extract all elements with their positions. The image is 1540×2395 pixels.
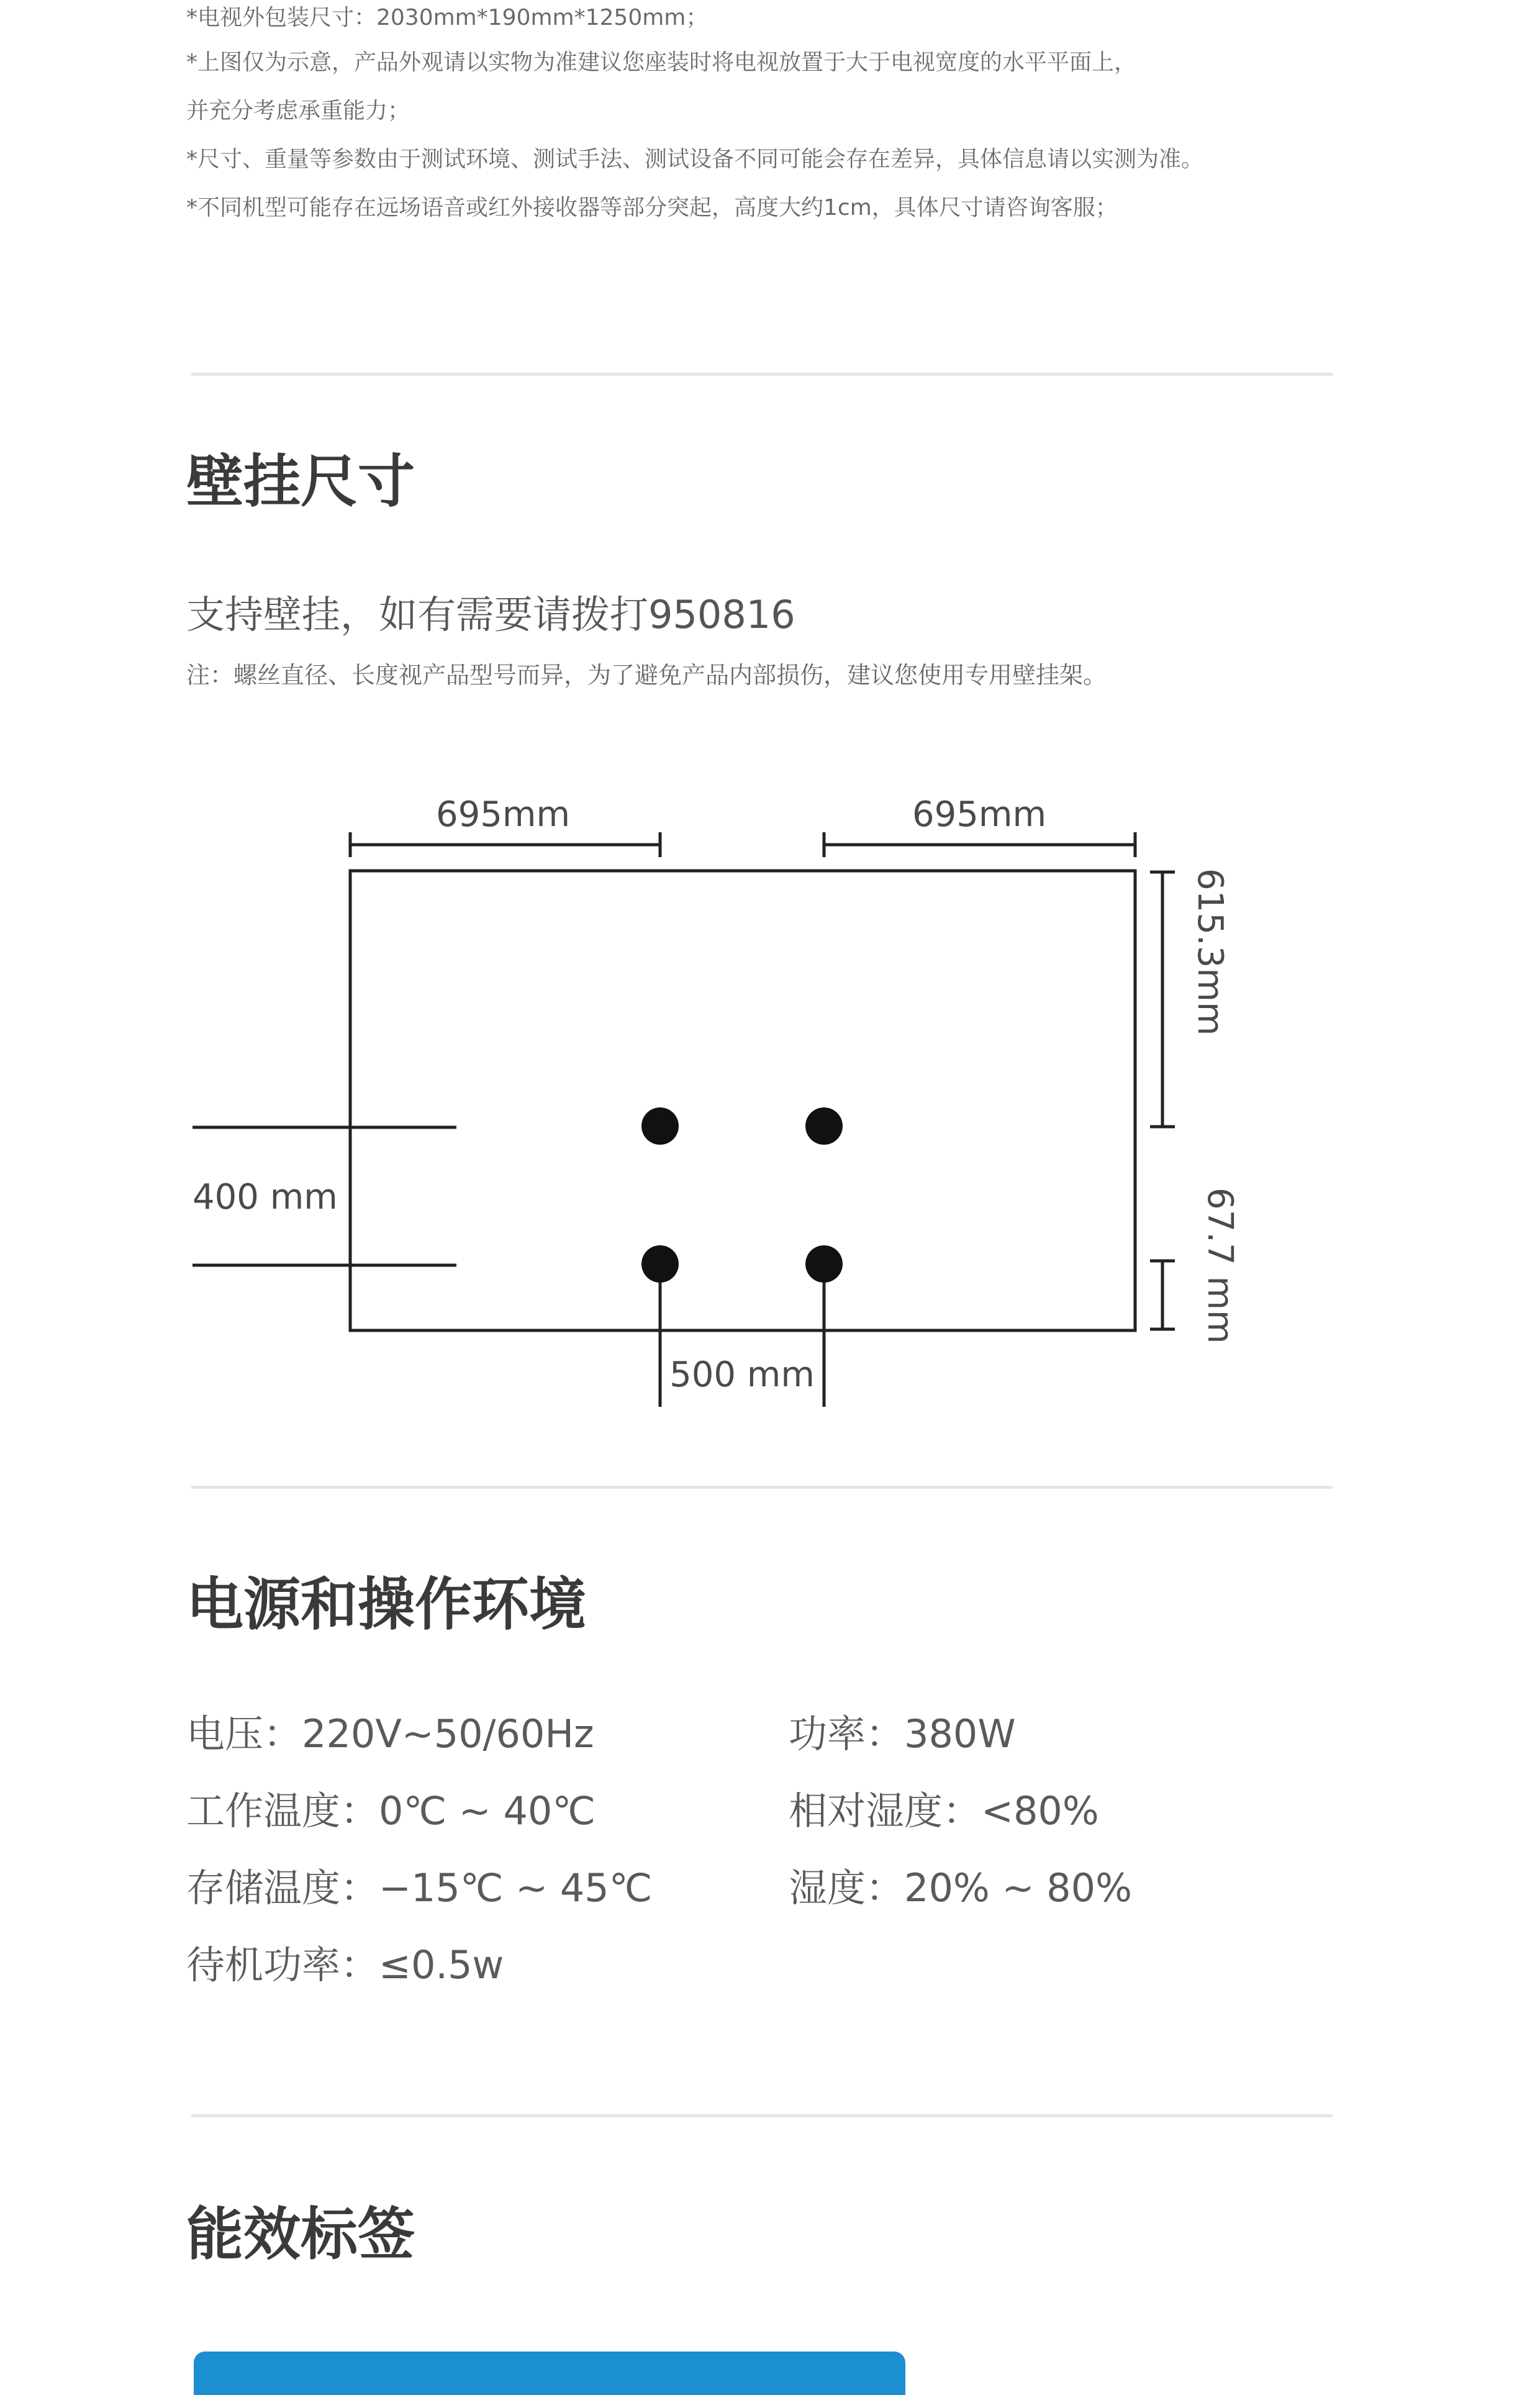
tv-outline [350,871,1135,1330]
measurement-note: *尺寸、重量等参数由于测试环境、测试手法、测试设备不同可能会存在差异，具体信息请以实测为准。 [186,147,1204,172]
power-spec: 功率：380W [789,1711,1016,1756]
dim-left-lines [192,1127,456,1265]
dim-top-right-label: 695mm [912,794,1046,835]
operating-temp-spec: 工作温度：0℃ ~ 40℃ [186,1788,596,1834]
relative-humidity-spec: 相对湿度：<80% [789,1788,1099,1834]
dim-right-top-line [1150,872,1175,1127]
mount-hole-top-left [641,1107,679,1145]
dim-top-left-line [350,832,660,857]
dim-left-label: 400 mm [192,1177,338,1217]
storage-temp-spec: 存储温度：−15℃ ~ 45℃ [186,1865,653,1911]
energy-label-title: 能效标签 [186,2201,415,2268]
dim-right-bottom-label: 67.7 mm [1200,1188,1240,1344]
wall-mount-subtitle: 支持壁挂，如有需要请拨打950816 [186,592,795,637]
humidity-spec: 湿度：20% ~ 80% [789,1865,1132,1911]
section-divider [191,2114,1333,2117]
dim-right-bottom-line [1150,1261,1175,1329]
dim-bottom-lines [660,1283,824,1407]
standby-power-spec: 待机功率：≤0.5w [186,1942,504,1988]
power-title: 电源和操作环境 [186,1571,587,1638]
mount-hole-top-right [805,1107,843,1145]
section-divider [191,1486,1333,1489]
protrusion-note: *不同机型可能存在远场语音或红外接收器等部分突起，高度大约1cm，具体尺寸请咨询客服； [186,195,1118,220]
voltage-spec: 电压：220V~50/60Hz [186,1711,594,1756]
mount-hole-bottom-left [641,1245,679,1283]
load-bearing-note: 并充分考虑承重能力； [186,98,410,124]
dim-bottom-label: 500 mm [669,1355,815,1395]
wall-mount-note: 注：螺丝直径、长度视产品型号而异，为了避免产品内部损伤，建议您使用专用壁挂架。 [186,661,1107,689]
dim-top-left-label: 695mm [436,794,570,835]
dim-top-right-line [824,832,1135,857]
wall-mount-title: 壁挂尺寸 [186,448,415,515]
placement-note: *上图仅为示意，产品外观请以实物为准建议您座装时将电视放置于大于电视宽度的水平平面上， [186,50,1137,75]
mount-hole-bottom-right [805,1245,843,1283]
energy-label-card [194,2352,905,2395]
section-divider [191,373,1333,376]
dim-right-top-label: 615.3mm [1190,868,1230,1036]
package-size-note: *电视外包装尺寸：2030mm*190mm*1250mm； [186,5,709,30]
